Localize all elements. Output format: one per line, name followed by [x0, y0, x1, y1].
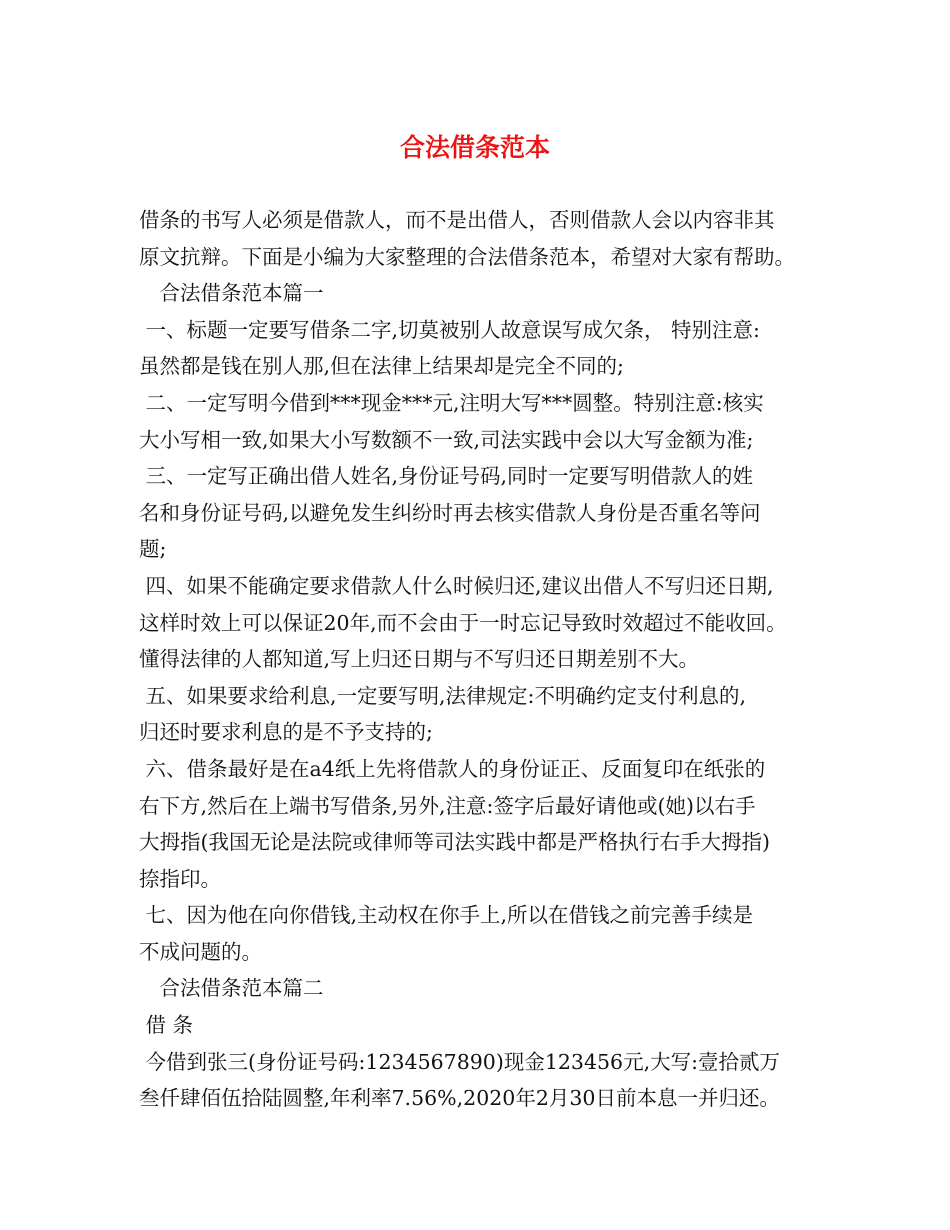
text-line: 六、借条最好是在a4纸上先将借款人的身份证正、反面复印在纸张的 — [139, 756, 766, 781]
document-body — [139, 202, 819, 1117]
text-line: 四、如果不能确定要求借款人什么时候归还,建议出借人不写归还日期, — [139, 573, 774, 598]
text-line: 一、标题一定要写借条二字,切莫被别人故意误写成欠条， 特别注意: — [139, 317, 760, 342]
text-line: 这样时效上可以保证20年,而不会由于一时忘记导致时效超过不能收回。 — [139, 610, 787, 635]
text-line: 虽然都是钱在别人那,但在法律上结果却是完全不同的; — [139, 354, 624, 379]
text-line: 不成问题的。 — [139, 939, 262, 964]
text-line: 借 条 — [139, 1013, 194, 1038]
text-line: 大小写相一致,如果大小写数额不一致,司法实践中会以大写金额为准; — [139, 427, 754, 452]
text-line: 今借到张三(身份证号码:1234567890)现金123456元,大写:壹拾贰万 — [139, 1049, 781, 1074]
text-line: 原文抗辩。下面是小编为大家整理的合法借条范本，希望对大家有帮助。 — [139, 244, 795, 269]
text-line: 五、如果要求给利息,一定要写明,法律规定:不明确约定支付利息的, — [139, 683, 746, 708]
text-line: 二、一定写明今借到***现金***元,注明大写***圆整。特别注意:核实 — [139, 390, 764, 415]
text-line: 题; — [139, 537, 167, 562]
text-line: 右下方,然后在上端书写借条,另外,注意:签字后最好请他或(她)以右手 — [139, 793, 756, 818]
text-line: 合法借条范本篇一 — [139, 281, 324, 306]
text-line: 合法借条范本篇二 — [139, 976, 324, 1001]
text-line: 叁仟肆佰伍拾陆圆整,年利率7.56%,2020年2月30日前本息一并归还。 — [139, 1086, 780, 1111]
text-line: 归还时要求利息的是不予支持的; — [139, 720, 433, 745]
document-title: 合法借条范本 — [399, 133, 550, 162]
text-line: 懂得法律的人都知道,写上归还日期与不写归还日期差别不大。 — [139, 647, 700, 672]
text-line: 大拇指(我国无论是法院或律师等司法实践中都是严格执行右手大拇指) — [139, 830, 770, 855]
text-line: 捺指印。 — [139, 866, 221, 891]
text-line: 名和身份证号码,以避免发生纠纷时再去核实借款人身份是否重名等问 — [139, 500, 761, 525]
text-line: 三、一定写正确出借人姓名,身份证号码,同时一定要写明借款人的姓 — [139, 464, 754, 489]
text-line: 借条的书写人必须是借款人，而不是出借人，否则借款人会以内容非其 — [139, 208, 775, 232]
text-line: 七、因为他在向你借钱,主动权在你手上,所以在借钱之前完善手续是 — [139, 903, 754, 928]
